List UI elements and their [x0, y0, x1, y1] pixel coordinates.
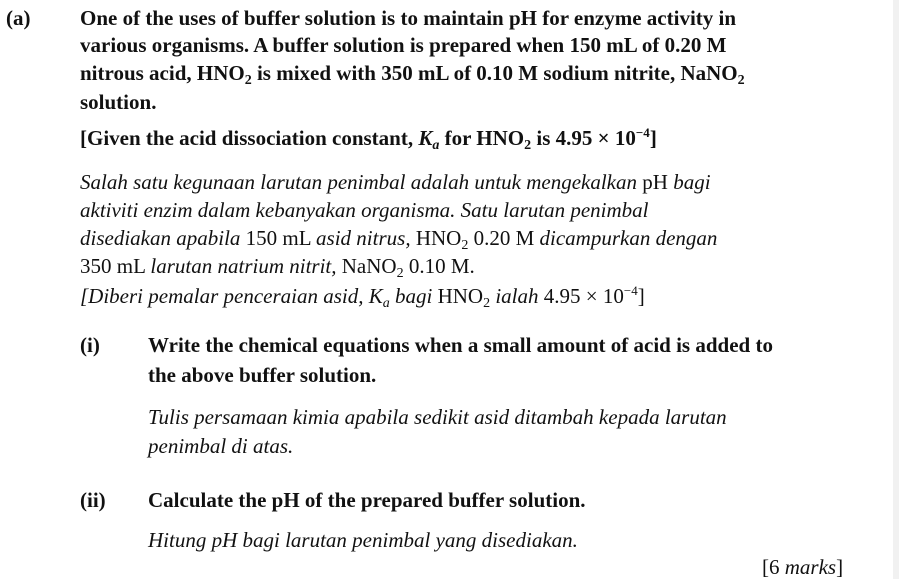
text-segment: NaNO — [341, 254, 397, 278]
text-segment: ] — [637, 284, 645, 308]
question-malay-line — [80, 283, 645, 311]
question-label: (a) — [6, 6, 31, 30]
text-segment: −4 — [623, 283, 638, 298]
question-english-line — [80, 90, 156, 114]
text-segment: Salah satu kegunaan larutan penimbal adalah untuk mengekalkan — [80, 170, 643, 194]
text-segment: One of the uses of buffer solution is to maintain pH for enzyme activity in — [80, 6, 737, 30]
text-segment: is mixed with 350 mL of 0.10 M sodium nitrite, NaNO — [251, 61, 738, 85]
text-segment: disediakan apabila — [80, 226, 246, 250]
part-i-malay-line: Tulis persamaan kimia apabila sedikit asid ditambah kepada larutan — [148, 405, 727, 429]
question-malay-line — [80, 254, 475, 281]
text-segment: dicampurkan dengan — [539, 226, 718, 250]
text-segment: solution. — [80, 90, 157, 114]
text-segment: 150 mL — [245, 226, 317, 250]
text-segment: 2 — [524, 138, 532, 153]
part-i-english-line: the above buffer solution. — [148, 363, 377, 387]
text-segment: K — [368, 284, 383, 308]
question-english-line — [80, 33, 726, 57]
text-segment: HNO — [437, 284, 484, 308]
part-i-malay-line: penimbal di atas. — [148, 434, 294, 458]
marks-open: [6 — [762, 555, 785, 579]
part-ii-label: (ii) — [80, 488, 106, 512]
text-segment: K — [418, 126, 433, 150]
text-segment: bagi — [673, 170, 711, 194]
text-segment: nitrous acid, HNO — [80, 61, 245, 85]
text-segment: 2 — [483, 296, 491, 311]
part-i-english-line: Write the chemical equations when a small amount of acid is added to — [148, 333, 773, 357]
marks-word: marks — [784, 555, 837, 579]
text-segment: −4 — [635, 125, 650, 140]
text-segment: for HNO — [439, 126, 525, 150]
text-segment: pH — [642, 170, 674, 194]
text-segment: 2 — [396, 266, 404, 281]
part-ii-malay-line: Hitung pH bagi larutan penimbal yang disediakan. — [148, 528, 578, 552]
text-segment: is 4.95 × 10 — [531, 126, 636, 150]
text-segment: larutan natrium nitrit, — [150, 254, 342, 278]
text-segment: a — [432, 138, 440, 153]
question-english-line — [80, 125, 657, 153]
text-segment: 2 — [244, 73, 252, 88]
text-segment: 0.20 M — [468, 226, 540, 250]
text-segment: 4.95 × 10 — [543, 284, 624, 308]
question-english-line — [80, 6, 736, 30]
question-malay-line — [80, 226, 718, 253]
text-segment: a — [382, 296, 390, 311]
text-segment: HNO — [415, 226, 462, 250]
text-segment: [Diberi pemalar penceraian asid, — [80, 284, 369, 308]
text-segment: asid nitrus, — [316, 226, 416, 250]
text-segment: bagi — [389, 284, 438, 308]
text-segment: 2 — [737, 73, 745, 88]
marks-allocation — [762, 555, 843, 579]
marks-close: ] — [836, 555, 844, 579]
question-english-line — [80, 61, 745, 88]
question-malay-line — [80, 198, 649, 222]
text-segment: 0.10 M. — [403, 254, 475, 278]
text-segment: aktiviti enzim dalam kebanyakan organisma. Satu larutan penimbal — [80, 198, 649, 222]
question-malay-line — [80, 170, 711, 194]
text-segment: 2 — [461, 238, 469, 253]
text-segment: [Given the acid dissociation constant, — [80, 126, 419, 150]
text-segment: ] — [649, 126, 657, 150]
text-segment: 350 mL — [80, 254, 151, 278]
part-ii-english-line: Calculate the pH of the prepared buffer solution. — [148, 488, 586, 512]
text-segment: ialah — [490, 284, 544, 308]
page-edge — [893, 0, 899, 579]
text-segment: various organisms. A buffer solution is prepared when 150 mL of 0.20 M — [80, 33, 727, 57]
part-i-label: (i) — [80, 333, 100, 357]
